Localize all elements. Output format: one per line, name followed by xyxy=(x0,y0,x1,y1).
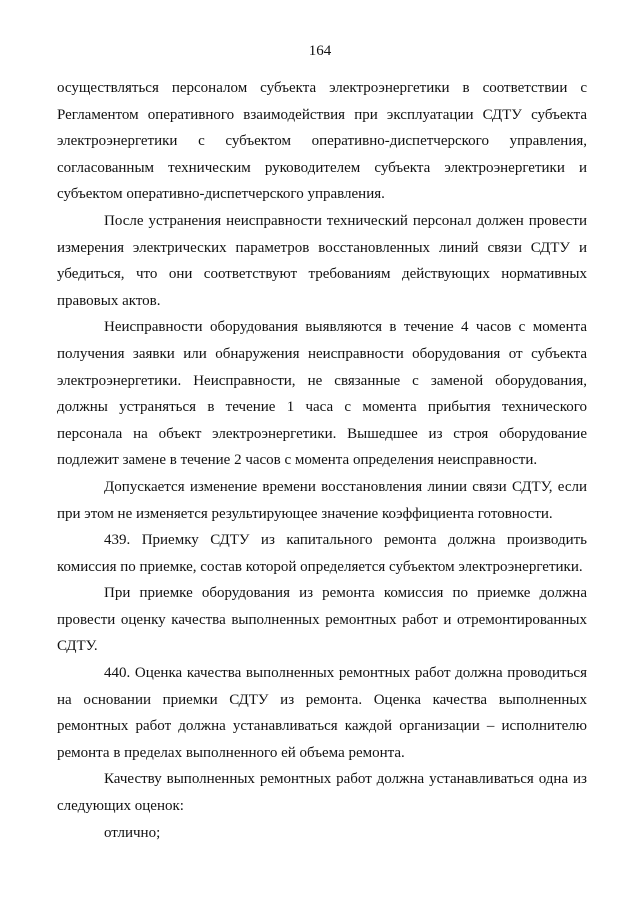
paragraph-fault-detection: Неисправности оборудования выявляются в течение 4 часов с момента получения заявки или обнаружения неисправности оборудования от субъекта электроэнергетики. Неисправности, не связанные с заменой оборудования, должны устраняться в течение 1 часа с момента прибытия технического персонала на объект электроэнергетики. Вышедшее из строя оборудование подлежит замене в течение 2 часов с момента определения неисправности. xyxy=(57,319,587,469)
paragraph-item-440: 440. Оценка качества выполненных ремонтных работ должна проводиться на основании приемки СДТУ из ремонта. Оценка качества выполненных ремонтных работ должна устанавливаться каждой организации – исполнителю ремонта в пределах выполненного ей объема ремонта. xyxy=(57,665,587,761)
paragraph-restoration-time: Допускается изменение времени восстановления линии связи СДТУ, если при этом не изменяется результирующее значение коэффициента готовности. xyxy=(57,478,587,522)
paragraph-grade-excellent: отлично; xyxy=(104,824,161,841)
paragraph-continuation: осуществляться персоналом субъекта электроэнергетики в соответствии с Регламентом оперативного взаимодействия при эксплуатации СДТУ субъекта электроэнергетики с субъектом оперативно-диспетчерского управления, согласованным техническим руководителем субъекта электроэнергетики и субъектом оперативно-диспетчерского управления. xyxy=(57,80,587,203)
document-body xyxy=(57,75,587,846)
paragraph-grades-intro: Качеству выполненных ремонтных работ должна устанавливаться одна из следующих оценок: xyxy=(57,771,587,815)
paragraph-item-439: 439. Приемку СДТУ из капитального ремонта должна производить комиссия по приемке, состав которой определяется субъектом электроэнергетики. xyxy=(57,532,587,575)
paragraph-repair-measurements: После устранения неисправности технический персонал должен провести измерения электрических параметров восстановленных линий связи СДТУ и убедиться, что они соответствуют требованиям действующих нормативных правовых актов. xyxy=(57,212,587,309)
paragraph-acceptance-evaluation: При приемке оборудования из ремонта комиссия по приемке должна провести оценку качества выполненных ремонтных работ и отремонтированных СДТУ. xyxy=(57,585,587,655)
page-number: 164 xyxy=(308,43,332,59)
